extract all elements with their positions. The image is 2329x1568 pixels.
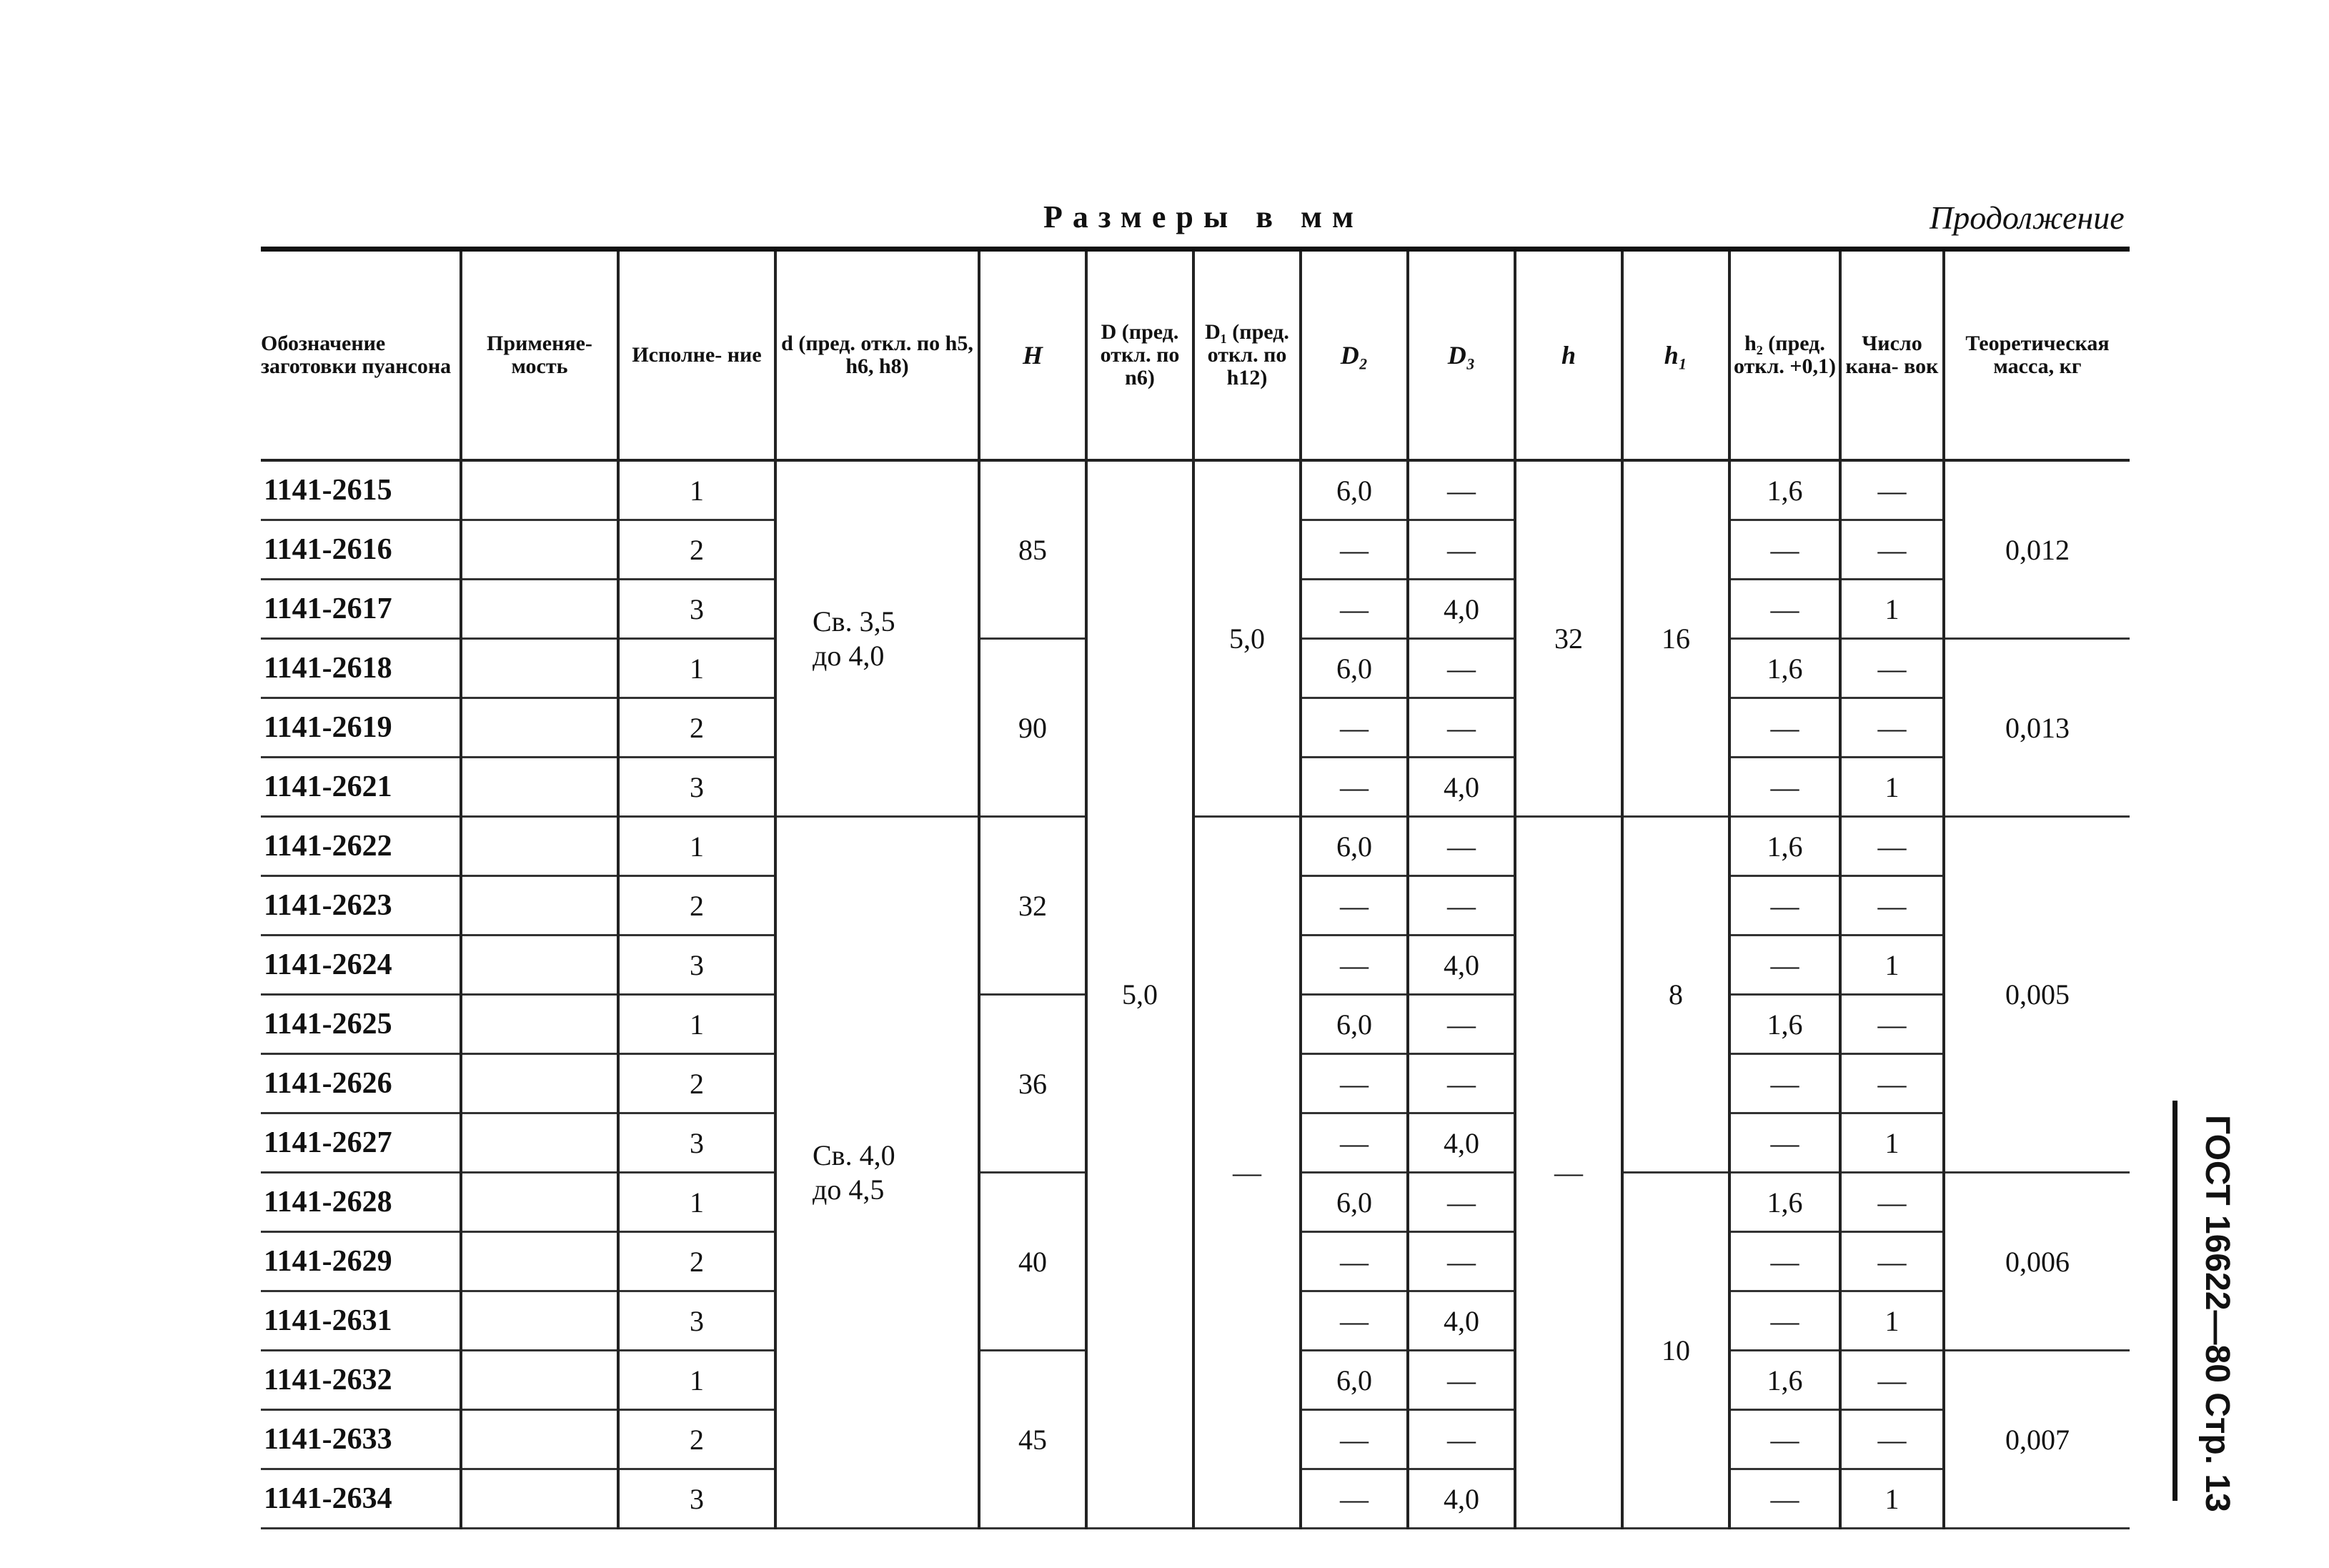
col-header-grooves: Число кана- вок	[1840, 249, 1944, 461]
cell-D2: —	[1301, 1469, 1408, 1529]
cell-code: 1141-2632	[261, 1351, 461, 1410]
cell-H: 40	[979, 1173, 1086, 1351]
col-header-D2: D₂	[1301, 249, 1408, 461]
cell-D2: —	[1301, 1232, 1408, 1291]
cell-code: 1141-2619	[261, 698, 461, 758]
table-header-row	[261, 249, 2130, 461]
cell-version: 3	[618, 758, 775, 817]
col-header-D3: D₃	[1408, 249, 1515, 461]
cell-D2: —	[1301, 698, 1408, 758]
col-header-H: H	[979, 249, 1086, 461]
cell-D: 5,0	[1086, 460, 1193, 1529]
cell-D2: —	[1301, 758, 1408, 817]
cell-version: 3	[618, 936, 775, 995]
cell-version: 3	[618, 580, 775, 639]
cell-grooves: 1	[1840, 580, 1944, 639]
cell-grooves: —	[1840, 639, 1944, 698]
cell-version: 3	[618, 1469, 775, 1529]
cell-code: 1141-2627	[261, 1113, 461, 1173]
cell-version: 3	[618, 1291, 775, 1351]
cell-D3: 4,0	[1408, 580, 1515, 639]
cell-D3: 4,0	[1408, 936, 1515, 995]
cell-version: 1	[618, 1351, 775, 1410]
cell-usage	[461, 1232, 618, 1291]
cell-grooves: —	[1840, 520, 1944, 580]
cell-grooves: —	[1840, 1054, 1944, 1113]
cell-mass: 0,012	[1944, 460, 2130, 639]
cell-grooves: 1	[1840, 1291, 1944, 1351]
col-header-D1: D₁ (пред. откл. по h12)	[1193, 249, 1301, 461]
cell-version: 2	[618, 1410, 775, 1469]
cell-h2: 1,6	[1729, 460, 1840, 520]
cell-h2: —	[1729, 1232, 1840, 1291]
cell-usage	[461, 698, 618, 758]
cell-d: Св. 3,5 до 4,0	[775, 460, 979, 817]
cell-D3: 4,0	[1408, 1469, 1515, 1529]
cell-h2: —	[1729, 698, 1840, 758]
cell-version: 2	[618, 876, 775, 936]
cell-D2: —	[1301, 520, 1408, 580]
cell-h2: —	[1729, 1291, 1840, 1351]
cell-code: 1141-2615	[261, 460, 461, 520]
cell-h2: —	[1729, 1113, 1840, 1173]
cell-h1: 16	[1622, 460, 1729, 817]
col-header-h2: h₂ (пред. откл. +0,1)	[1729, 249, 1840, 461]
cell-mass: 0,005	[1944, 817, 2130, 1173]
cell-D3: —	[1408, 460, 1515, 520]
cell-h1: 8	[1622, 817, 1729, 1173]
col-header-d: d (пред. откл. по h5, h6, h8)	[775, 249, 979, 461]
col-header-h1: h₁	[1622, 249, 1729, 461]
cell-version: 2	[618, 698, 775, 758]
col-header-h: h	[1515, 249, 1622, 461]
cell-mass: 0,006	[1944, 1173, 2130, 1351]
cell-usage	[461, 1291, 618, 1351]
cell-h2: 1,6	[1729, 639, 1840, 698]
cell-grooves: 1	[1840, 1113, 1944, 1173]
cell-h2: 1,6	[1729, 1173, 1840, 1232]
cell-usage	[461, 758, 618, 817]
cell-grooves: —	[1840, 1351, 1944, 1410]
cell-h2: —	[1729, 580, 1840, 639]
cell-D3: —	[1408, 1054, 1515, 1113]
cell-version: 2	[618, 1054, 775, 1113]
cell-code: 1141-2633	[261, 1410, 461, 1469]
cell-H: 90	[979, 639, 1086, 817]
cell-H: 32	[979, 817, 1086, 995]
cell-H: 85	[979, 460, 1086, 639]
cell-code: 1141-2634	[261, 1469, 461, 1529]
cell-D3: 4,0	[1408, 1113, 1515, 1173]
cell-D2: 6,0	[1301, 1173, 1408, 1232]
cell-grooves: —	[1840, 1173, 1944, 1232]
cell-D2: —	[1301, 580, 1408, 639]
cell-grooves: —	[1840, 1232, 1944, 1291]
cell-h2: —	[1729, 936, 1840, 995]
cell-D3: —	[1408, 817, 1515, 876]
cell-D2: 6,0	[1301, 817, 1408, 876]
cell-usage	[461, 460, 618, 520]
cell-usage	[461, 1410, 618, 1469]
cell-h2: 1,6	[1729, 995, 1840, 1054]
cell-H: 36	[979, 995, 1086, 1173]
cell-version: 2	[618, 520, 775, 580]
cell-D3: —	[1408, 520, 1515, 580]
cell-code: 1141-2628	[261, 1173, 461, 1232]
cell-h2: —	[1729, 876, 1840, 936]
cell-D2: 6,0	[1301, 639, 1408, 698]
cell-usage	[461, 1173, 618, 1232]
cell-D3: 4,0	[1408, 758, 1515, 817]
cell-D2: 6,0	[1301, 1351, 1408, 1410]
cell-h: —	[1515, 817, 1622, 1529]
cell-mass: 0,007	[1944, 1351, 2130, 1529]
cell-D3: —	[1408, 1351, 1515, 1410]
col-header-code: Обозначение заготовки пуансона	[261, 249, 461, 461]
cell-code: 1141-2624	[261, 936, 461, 995]
cell-D2: —	[1301, 1291, 1408, 1351]
cell-D1: 5,0	[1193, 460, 1301, 817]
cell-D3: —	[1408, 1410, 1515, 1469]
cell-D3: —	[1408, 1232, 1515, 1291]
cell-usage	[461, 639, 618, 698]
cell-h2: 1,6	[1729, 1351, 1840, 1410]
cell-usage	[461, 580, 618, 639]
cell-code: 1141-2625	[261, 995, 461, 1054]
dimensions-table	[261, 247, 2130, 1529]
cell-code: 1141-2622	[261, 817, 461, 876]
cell-usage	[461, 876, 618, 936]
cell-h2: —	[1729, 1469, 1840, 1529]
cell-D3: —	[1408, 698, 1515, 758]
col-header-D: D (пред. откл. по n6)	[1086, 249, 1193, 461]
cell-usage	[461, 936, 618, 995]
cell-D2: —	[1301, 1054, 1408, 1113]
cell-D2: —	[1301, 1410, 1408, 1469]
cell-code: 1141-2626	[261, 1054, 461, 1113]
cell-h2: —	[1729, 1410, 1840, 1469]
cell-usage	[461, 520, 618, 580]
cell-D2: —	[1301, 876, 1408, 936]
cell-h2: 1,6	[1729, 817, 1840, 876]
cell-grooves: —	[1840, 817, 1944, 876]
cell-D3: —	[1408, 995, 1515, 1054]
header-title: Размеры в мм	[1043, 199, 1364, 234]
cell-D3: —	[1408, 876, 1515, 936]
cell-grooves: —	[1840, 995, 1944, 1054]
cell-grooves: 1	[1840, 1469, 1944, 1529]
cell-code: 1141-2631	[261, 1291, 461, 1351]
cell-grooves: —	[1840, 1410, 1944, 1469]
cell-version: 2	[618, 1232, 775, 1291]
cell-version: 1	[618, 1173, 775, 1232]
cell-usage	[461, 1054, 618, 1113]
cell-code: 1141-2629	[261, 1232, 461, 1291]
cell-code: 1141-2618	[261, 639, 461, 698]
table-row	[261, 460, 2130, 520]
cell-grooves: —	[1840, 876, 1944, 936]
cell-h2: —	[1729, 1054, 1840, 1113]
cell-h2: —	[1729, 520, 1840, 580]
cell-h: 32	[1515, 460, 1622, 817]
cell-h1: 10	[1622, 1173, 1729, 1529]
cell-usage	[461, 1113, 618, 1173]
cell-version: 3	[618, 1113, 775, 1173]
cell-D3: —	[1408, 639, 1515, 698]
col-header-version: Исполне- ние	[618, 249, 775, 461]
cell-code: 1141-2616	[261, 520, 461, 580]
cell-D3: 4,0	[1408, 1291, 1515, 1351]
table-body	[261, 460, 2130, 1529]
cell-H: 45	[979, 1351, 1086, 1529]
cell-grooves: 1	[1840, 758, 1944, 817]
cell-grooves: —	[1840, 460, 1944, 520]
cell-D2: —	[1301, 1113, 1408, 1173]
cell-D2: 6,0	[1301, 995, 1408, 1054]
table-row	[261, 817, 2130, 876]
cell-version: 1	[618, 460, 775, 520]
cell-usage	[461, 995, 618, 1054]
cell-grooves: —	[1840, 698, 1944, 758]
cell-D1: —	[1193, 817, 1301, 1529]
cell-code: 1141-2617	[261, 580, 461, 639]
cell-usage	[461, 1351, 618, 1410]
cell-code: 1141-2623	[261, 876, 461, 936]
cell-version: 1	[618, 995, 775, 1054]
cell-usage	[461, 1469, 618, 1529]
col-header-usage: Применяе- мость	[461, 249, 618, 461]
side-label: ГОСТ 16622—80 Стр. 13	[2198, 1115, 2236, 1512]
cell-version: 1	[618, 817, 775, 876]
cell-version: 1	[618, 639, 775, 698]
cell-d: Св. 4,0 до 4,5	[775, 817, 979, 1529]
cell-h2: —	[1729, 758, 1840, 817]
col-header-mass: Теоретическая масса, кг	[1944, 249, 2130, 461]
cell-code: 1141-2621	[261, 758, 461, 817]
cell-D2: 6,0	[1301, 460, 1408, 520]
cell-D2: —	[1301, 936, 1408, 995]
cell-D3: —	[1408, 1173, 1515, 1232]
header-continuation: Продолжение	[1930, 199, 2125, 236]
cell-mass: 0,013	[1944, 639, 2130, 817]
cell-grooves: 1	[1840, 936, 1944, 995]
cell-usage	[461, 817, 618, 876]
